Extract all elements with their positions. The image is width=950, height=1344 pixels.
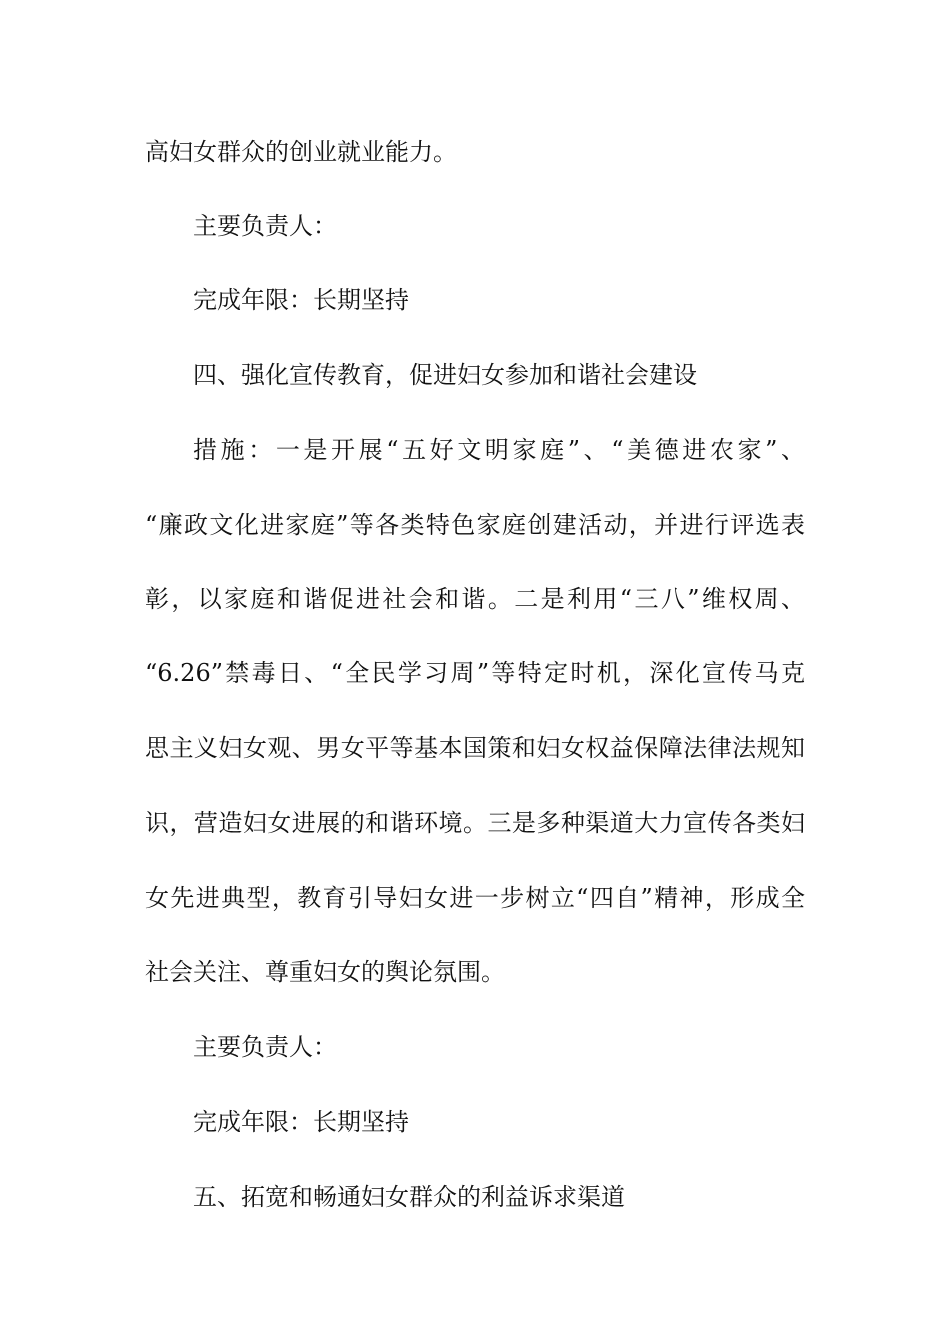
completion-period-line: 完成年限：长期坚持 (193, 1108, 409, 1136)
section-heading-four: 四、强化宣传教育，促进妇女参加和谐社会建设 (193, 361, 697, 389)
measures-line: “6.26”禁毒日、“全民学习周”等特定时机，深化宣传马克 (145, 659, 805, 687)
responsible-person-label: 主要负责人： (193, 1033, 337, 1061)
section-heading-five: 五、拓宽和畅通妇女群众的利益诉求渠道 (193, 1183, 625, 1211)
measures-line: 思主义妇女观、男女平等基本国策和妇女权益保障法律法规知 (145, 734, 805, 762)
paragraph-end-line: 高妇女群众的创业就业能力。 (145, 138, 457, 166)
measures-line: 措施：一是开展“五好文明家庭”、“美德进农家”、 (193, 436, 805, 464)
measures-line: 女先进典型，教育引导妇女进一步树立“四自”精神，形成全 (145, 884, 805, 912)
measures-line: 识，营造妇女进展的和谐环境。三是多种渠道大力宣传各类妇 (145, 809, 805, 837)
measures-line: 社会关注、尊重妇女的舆论氛围。 (145, 958, 505, 986)
responsible-person-label: 主要负责人： (193, 212, 337, 240)
completion-period-line: 完成年限：长期坚持 (193, 286, 409, 314)
measures-line: 彰，以家庭和谐促进社会和谐。二是利用“三八”维权周、 (145, 585, 805, 613)
measures-line: “廉政文化进家庭”等各类特色家庭创建活动，并进行评选表 (145, 511, 805, 539)
